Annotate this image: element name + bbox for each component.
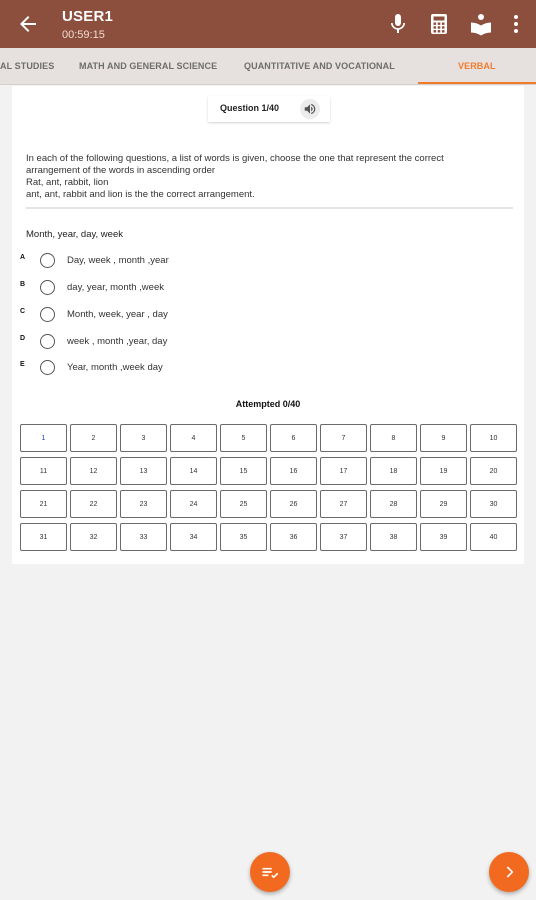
question-counter-chip [208, 96, 330, 122]
question-number-button[interactable]: 22 [70, 490, 117, 518]
playlist-check-icon [260, 862, 280, 882]
option-text: week , month ,year, day [67, 336, 168, 347]
question-number-button[interactable]: 29 [420, 490, 467, 518]
attempted-count: Attempted 0/40 [235, 399, 301, 409]
question-number-button[interactable]: 14 [170, 457, 217, 485]
calculator-icon[interactable] [427, 12, 451, 36]
question-number-button[interactable]: 37 [320, 523, 367, 551]
tab-quantitative-vocational[interactable]: QUANTITATIVE AND VOCATIONAL [244, 61, 395, 71]
radio-button[interactable] [40, 334, 55, 349]
option-b[interactable] [20, 278, 320, 298]
instruction-line: Rat, ant, rabbit, lion [26, 177, 109, 188]
option-letter: A [20, 254, 26, 261]
question-number-button[interactable]: 31 [20, 523, 67, 551]
instruction-line: ant, ant, rabbit and lion is the the correct arrangement. [26, 189, 255, 200]
option-text: Month, week, year , day [67, 309, 168, 320]
question-number-button[interactable]: 1 [20, 424, 67, 452]
question-instructions [26, 153, 516, 201]
question-number-button[interactable]: 18 [370, 457, 417, 485]
subject-tabs [0, 48, 536, 85]
question-number-button[interactable]: 12 [70, 457, 117, 485]
question-number-button[interactable]: 13 [120, 457, 167, 485]
next-question-button[interactable] [489, 852, 529, 892]
active-tab-indicator [418, 82, 536, 85]
option-letter: B [20, 281, 26, 288]
chevron-right-icon [499, 862, 519, 882]
option-letter: E [20, 361, 25, 368]
tab-social-studies[interactable]: AL STUDIES [0, 61, 55, 71]
question-number-button[interactable]: 38 [370, 523, 417, 551]
divider [26, 207, 513, 209]
question-number-grid [20, 424, 519, 551]
option-e[interactable] [20, 358, 320, 378]
question-number-button[interactable]: 36 [270, 523, 317, 551]
question-number-button[interactable]: 9 [420, 424, 467, 452]
more-vert-icon[interactable] [504, 12, 528, 36]
question-number-button[interactable]: 16 [270, 457, 317, 485]
review-list-button[interactable] [250, 852, 290, 892]
question-number-button[interactable]: 10 [470, 424, 517, 452]
question-number-button[interactable]: 19 [420, 457, 467, 485]
question-number-button[interactable]: 6 [270, 424, 317, 452]
option-d[interactable] [20, 332, 320, 352]
option-letter: D [20, 335, 26, 342]
question-number-button[interactable]: 8 [370, 424, 417, 452]
reading-book-icon[interactable] [469, 12, 493, 36]
speaker-icon [303, 102, 317, 116]
instruction-line: In each of the following questions, a list of words is given, choose the one that represent the correct [26, 153, 444, 164]
radio-button[interactable] [40, 253, 55, 268]
question-counter: Question 1/40 [220, 103, 280, 113]
question-number-button[interactable]: 7 [320, 424, 367, 452]
question-number-button[interactable]: 23 [120, 490, 167, 518]
option-text: day, year, month ,week [67, 282, 164, 293]
option-a[interactable] [20, 251, 320, 271]
question-number-button[interactable]: 35 [220, 523, 267, 551]
radio-button[interactable] [40, 280, 55, 295]
radio-button[interactable] [40, 307, 55, 322]
exam-timer: 00:59:15 [62, 29, 105, 41]
app-bar [0, 0, 536, 48]
question-number-button[interactable]: 15 [220, 457, 267, 485]
question-number-button[interactable]: 32 [70, 523, 117, 551]
instruction-line: arrangement of the words in ascending order [26, 165, 216, 176]
question-number-button[interactable]: 40 [470, 523, 517, 551]
option-text: Year, month ,week day [67, 362, 163, 373]
question-number-button[interactable]: 27 [320, 490, 367, 518]
question-number-button[interactable]: 25 [220, 490, 267, 518]
question-number-button[interactable]: 33 [120, 523, 167, 551]
question-number-button[interactable]: 3 [120, 424, 167, 452]
question-number-button[interactable]: 11 [20, 457, 67, 485]
question-number-button[interactable]: 2 [70, 424, 117, 452]
option-c[interactable] [20, 305, 320, 325]
question-number-button[interactable]: 20 [470, 457, 517, 485]
option-text: Day, week , month ,year [67, 255, 169, 266]
microphone-icon[interactable] [386, 12, 410, 36]
radio-button[interactable] [40, 360, 55, 375]
user-name: USER1 [62, 8, 114, 25]
speaker-button[interactable] [300, 99, 320, 119]
question-number-button[interactable]: 26 [270, 490, 317, 518]
question-number-button[interactable]: 5 [220, 424, 267, 452]
question-number-button[interactable]: 39 [420, 523, 467, 551]
question-number-button[interactable]: 4 [170, 424, 217, 452]
question-number-button[interactable]: 17 [320, 457, 367, 485]
question-number-button[interactable]: 34 [170, 523, 217, 551]
back-arrow-icon[interactable] [16, 12, 40, 36]
question-number-button[interactable]: 21 [20, 490, 67, 518]
option-letter: C [20, 308, 26, 315]
question-prompt: Month, year, day, week [26, 229, 123, 240]
tab-verbal[interactable]: VERBAL [458, 61, 496, 71]
question-number-button[interactable]: 24 [170, 490, 217, 518]
question-number-button[interactable]: 30 [470, 490, 517, 518]
question-number-button[interactable]: 28 [370, 490, 417, 518]
tab-math-general-science[interactable]: MATH AND GENERAL SCIENCE [79, 61, 218, 71]
